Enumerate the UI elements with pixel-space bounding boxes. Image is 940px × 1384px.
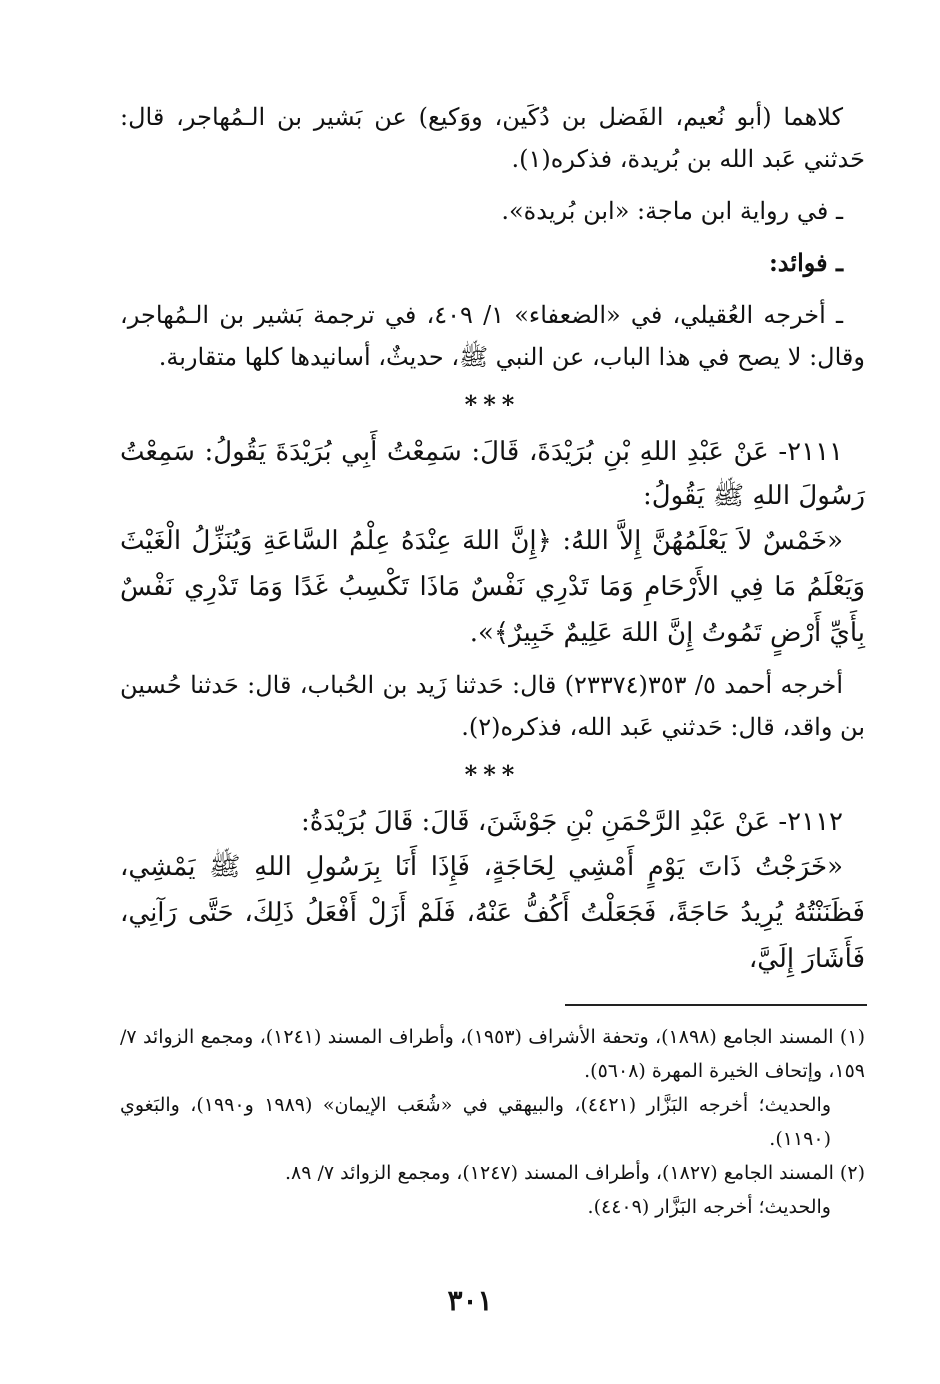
footnote-2-hadith: والحديث؛ أخرجه البَزَّار (٤٤٠٩). [587, 1196, 831, 1218]
footnote-divider [565, 1004, 867, 1006]
footnote-1-hadith: والحديث؛ أخرجه البَزَّار (٤٤٢١)، والبيهقي في «شُعَب الإيمان» (١٩٨٩ و١٩٩٠)، والبَغوي (١١٩٠). [120, 1094, 831, 1150]
main-text [120, 96, 865, 990]
footnote-1: (١) المسند الجامع (١٨٩٨)، وتحفة الأشراف (١٩٥٣)، وأطراف المسند (١٢٤١)، ومجمع الزوائد ٧/ ١٥٩، وإتحاف الخيرة المهرة (٥٦٠٨). [120, 1026, 865, 1082]
page-number: ٣٠١ [447, 1284, 493, 1317]
section-separator: *** [464, 760, 521, 789]
paragraph-ibn-majah-note: ـ في رواية ابن ماجة: «ابن بُريدة». [501, 197, 843, 225]
footnotes [120, 1020, 865, 1224]
hadith-2111-takhrij: أخرجه أحمد ٥/ ٣٥٣(٢٣٣٧٤) قال: حَدثنا زَيد بن الحُباب، قال: حَدثنا حُسين بن واقد، قال: حَدثني عَبد الله، فذكره(٢). [120, 671, 865, 741]
footnote-2: (٢) المسند الجامع (١٨٢٧)، وأطراف المسند (١٢٤٧)، ومجمع الزوائد ٧/ ٨٩. [285, 1162, 865, 1184]
section-separator: *** [464, 390, 521, 419]
paragraph-uqayli-note: ـ أخرجه العُقيلي، في «الضعفاء» ١/ ٤٠٩، في ترجمة بَشير بن الـمُهاجر، وقال: لا يصح في هذا الباب، عن النبي ﷺ، حديثٌ، أسانيدها كلها متقاربة. [120, 301, 865, 371]
paragraph-intro: كلاهما (أبو نُعيم، الفَضل بن دُكَين، ووَكيع) عن بَشير بن الـمُهاجر، قال: حَدثني عَبد الله بن بُريدة، فذكره(١). [120, 103, 865, 173]
benefits-heading: ـ فوائد: [768, 248, 843, 277]
hadith-2112-heading: ٢١١٢- عَنْ عَبْدِ الرَّحْمَنِ بْنِ جَوْشَنَ، قَالَ: قَالَ بُرَيْدَةُ: [300, 807, 843, 837]
hadith-2111-text: «خَمْسٌ لاَ يَعْلَمُهُنَّ إِلاَّ اللهُ: ﴿إِنَّ اللهَ عِنْدَهُ عِلْمُ السَّاعَةِ وَيُنَزِّلُ الْغَيْثَ وَيَعْلَمُ مَا فِي الأَرْحَامِ وَمَا تَدْرِي نَفْسٌ مَاذَا تَكْسِبُ غَدًا وَمَا تَدْرِي نَفْسٌ بِأَيِّ أَرْضٍ تَمُوتُ إِنَّ اللهَ عَلِيمٌ خَبِيرٌ﴾». [120, 526, 865, 648]
hadith-2112-text: «خَرَجْتُ ذَاتَ يَوْمٍ أَمْشِي لِحَاجَةٍ، فَإِذَا أَنَا بِرَسُولِ اللهِ ﷺ يَمْشِي، فَظَنَنْتُهُ يُرِيدُ حَاجَةً، فَجَعَلْتُ أَكُفُّ عَنْهُ، فَلَمْ أَزَلْ أَفْعَلُ ذَلِكَ، حَتَّى رَآنِي، فَأَشَارَ إِلَيَّ، [120, 852, 865, 974]
hadith-2111-heading: ٢١١١- عَنْ عَبْدِ اللهِ بْنِ بُرَيْدَةَ، قَالَ: سَمِعْتُ أَبِي بُرَيْدَةَ يَقُولُ: سَمِعْتُ رَسُولَ اللهِ ﷺ يَقُولُ: [120, 437, 865, 511]
